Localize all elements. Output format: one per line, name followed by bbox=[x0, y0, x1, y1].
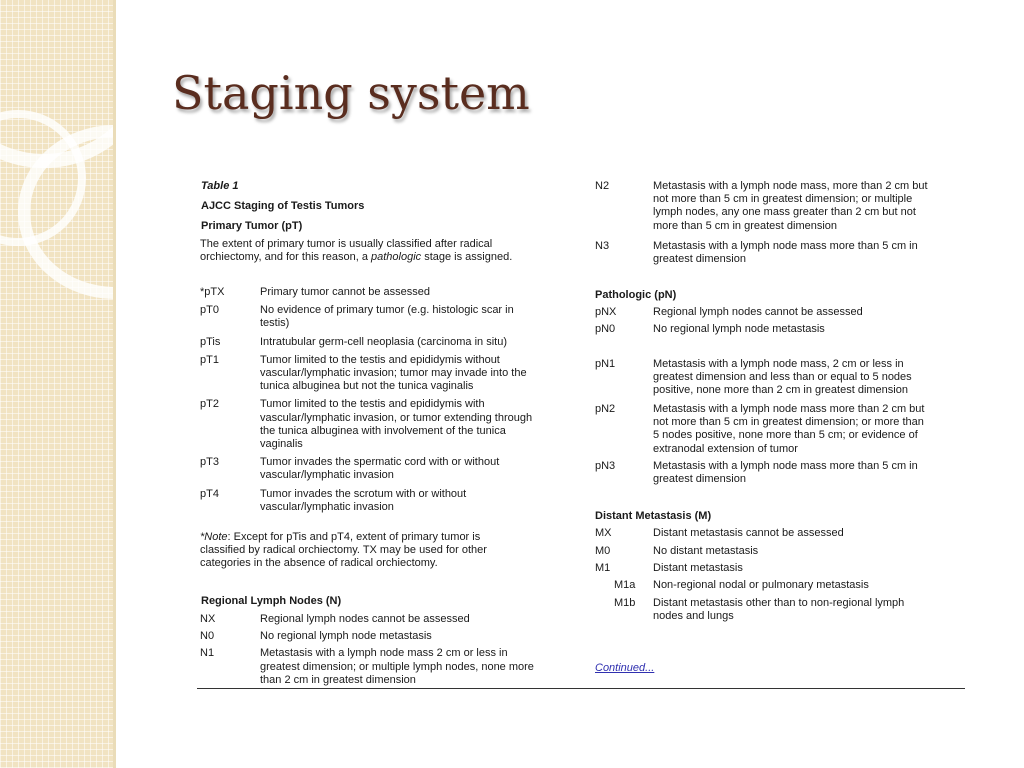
stage-description: Metastasis with a lymph node mass, 2 cm or less in bbox=[653, 358, 904, 370]
table-bottom-rule bbox=[197, 688, 965, 689]
note-text-part: classified by radical orchiectomy. TX may be used for other bbox=[200, 544, 487, 557]
stage-description: No regional lymph node metastasis bbox=[260, 630, 432, 643]
stage-code: N3 bbox=[595, 239, 610, 252]
stage-description: vascular/lymphatic invasion, or tumor extending through bbox=[260, 411, 533, 424]
stage-description: No distant metastasis bbox=[653, 545, 759, 557]
stage-description: greatest dimension bbox=[653, 473, 746, 486]
stage-code: pNX bbox=[595, 306, 617, 318]
stage-description: Intratubular germ-cell neoplasia (carcinoma in situ) bbox=[260, 335, 507, 348]
section-heading: Distant Metastasis (M) bbox=[595, 510, 712, 522]
stage-code: pT3 bbox=[200, 456, 219, 469]
stage-code: N2 bbox=[595, 180, 610, 192]
stage-description: No evidence of primary tumor (e.g. histologic scar in bbox=[260, 304, 514, 317]
stage-description: than 2 cm in greatest dimension bbox=[260, 673, 416, 686]
note-label: *Note bbox=[200, 531, 228, 543]
stage-code: pN0 bbox=[595, 323, 616, 335]
stage-description: Metastasis with a lymph node mass more than 2 cm but bbox=[653, 403, 925, 415]
stage-description: Tumor limited to the testis and epididymis without bbox=[260, 353, 500, 366]
stage-description: vaginalis bbox=[260, 438, 303, 450]
stage-description: lymph nodes, any one mass greater than 2 cm but not bbox=[653, 206, 916, 219]
section-heading: Regional Lymph Nodes (N) bbox=[201, 595, 342, 607]
stage-description: greatest dimension bbox=[653, 253, 746, 265]
stage-code: pN1 bbox=[595, 358, 616, 370]
stage-code: M1 bbox=[595, 562, 611, 574]
note-text bbox=[200, 557, 438, 570]
stage-code: pN3 bbox=[595, 460, 616, 472]
stage-description: vascular/lymphatic invasion bbox=[260, 500, 394, 513]
stage-code: MX bbox=[595, 527, 612, 539]
stage-code: M0 bbox=[595, 545, 611, 557]
intro-text-part: stage is assigned. bbox=[421, 251, 513, 264]
stage-description: 5 nodes positive, none more than 5 cm; or evidence of bbox=[653, 429, 918, 442]
stage-code: M1a bbox=[614, 579, 636, 591]
stage-description: Distant metastasis other than to non-regional lymph bbox=[653, 597, 905, 609]
section-heading: Pathologic (pN) bbox=[595, 289, 677, 301]
stage-code: *pTX bbox=[200, 286, 225, 298]
stage-description: vascular/lymphatic invasion; tumor may invade into the bbox=[260, 367, 527, 379]
decorative-side-panel bbox=[0, 0, 113, 768]
stage-description: more than 5 cm in greatest dimension bbox=[653, 219, 838, 232]
stage-description: greatest dimension and less than or equal to 5 nodes bbox=[653, 371, 912, 384]
stage-code: NX bbox=[200, 613, 216, 625]
stage-code: pT1 bbox=[200, 353, 219, 366]
stage-description: No regional lymph node metastasis bbox=[653, 323, 825, 335]
stage-description: nodes and lungs bbox=[653, 610, 734, 623]
continued-link[interactable]: Continued... bbox=[595, 662, 655, 674]
note-text bbox=[200, 531, 480, 544]
stage-description: Regional lymph nodes cannot be assessed bbox=[653, 306, 863, 318]
stage-description: Metastasis with a lymph node mass, more than 2 cm but bbox=[653, 180, 928, 192]
stage-description: tunica albuginea but not the tunica vaginalis bbox=[260, 380, 474, 393]
stage-description: not more than 5 cm in greatest dimension; or multiple bbox=[653, 193, 913, 206]
stage-description: vascular/lymphatic invasion bbox=[260, 469, 394, 482]
stage-description: Primary tumor cannot be assessed bbox=[260, 286, 430, 298]
intro-emphasis: pathologic bbox=[371, 251, 422, 264]
stage-code: pTis bbox=[200, 335, 221, 348]
stage-description: extranodal extension of tumor bbox=[653, 442, 798, 455]
stage-description: the tunica albuginea with involvement of the tunica bbox=[260, 424, 506, 437]
intro-text-part: orchiectomy, and for this reason, a bbox=[200, 251, 371, 264]
stage-code: M1b bbox=[614, 597, 636, 609]
stage-description: not more than 5 cm in greatest dimension; or more than bbox=[653, 416, 924, 429]
stage-code: pT2 bbox=[200, 398, 219, 411]
stage-description: Distant metastasis cannot be assessed bbox=[653, 527, 844, 539]
stage-code: pT4 bbox=[200, 487, 219, 500]
stage-description: Distant metastasis bbox=[653, 562, 743, 574]
stage-description: Metastasis with a lymph node mass 2 cm or less in bbox=[260, 647, 508, 660]
note-text-part: : Except for pTis and pT4, extent of primary tumor is bbox=[227, 531, 481, 543]
section-heading: Primary Tumor (pT) bbox=[201, 220, 303, 232]
stage-code: pT0 bbox=[200, 304, 219, 317]
stage-code: pN2 bbox=[595, 403, 616, 415]
stage-description: Non-regional nodal or pulmonary metastasis bbox=[653, 579, 869, 591]
stage-description: Tumor invades the spermatic cord with or without bbox=[260, 456, 500, 469]
intro-text bbox=[200, 251, 512, 264]
note-text-part: categories in the absence of radical orchiectomy. bbox=[200, 557, 438, 570]
stage-code: N1 bbox=[200, 647, 215, 660]
stage-description: Regional lymph nodes cannot be assessed bbox=[260, 613, 470, 625]
note-text bbox=[200, 544, 487, 557]
stage-description: Tumor limited to the testis and epididymis with bbox=[260, 398, 485, 411]
stage-description: Tumor invades the scrotum with or without bbox=[260, 487, 467, 500]
table-title: AJCC Staging of Testis Tumors bbox=[201, 200, 365, 212]
stage-description: Metastasis with a lymph node mass more than 5 cm in bbox=[653, 460, 918, 472]
stage-description: greatest dimension; or multiple lymph nodes, none more bbox=[260, 660, 534, 673]
continued-link-wrap bbox=[595, 662, 654, 675]
table-label: Table 1 bbox=[201, 180, 239, 192]
stage-description: Metastasis with a lymph node mass more than 5 cm in bbox=[653, 239, 918, 252]
slide-title: Staging system bbox=[172, 66, 530, 120]
intro-text bbox=[200, 238, 492, 251]
stage-description: testis) bbox=[260, 317, 290, 330]
side-panel-edge bbox=[113, 0, 116, 768]
stage-code: N0 bbox=[200, 630, 215, 643]
intro-text-part: The extent of primary tumor is usually classified after radical bbox=[200, 238, 493, 250]
stage-description: positive, none more than 2 cm in greatest dimension bbox=[653, 384, 908, 397]
